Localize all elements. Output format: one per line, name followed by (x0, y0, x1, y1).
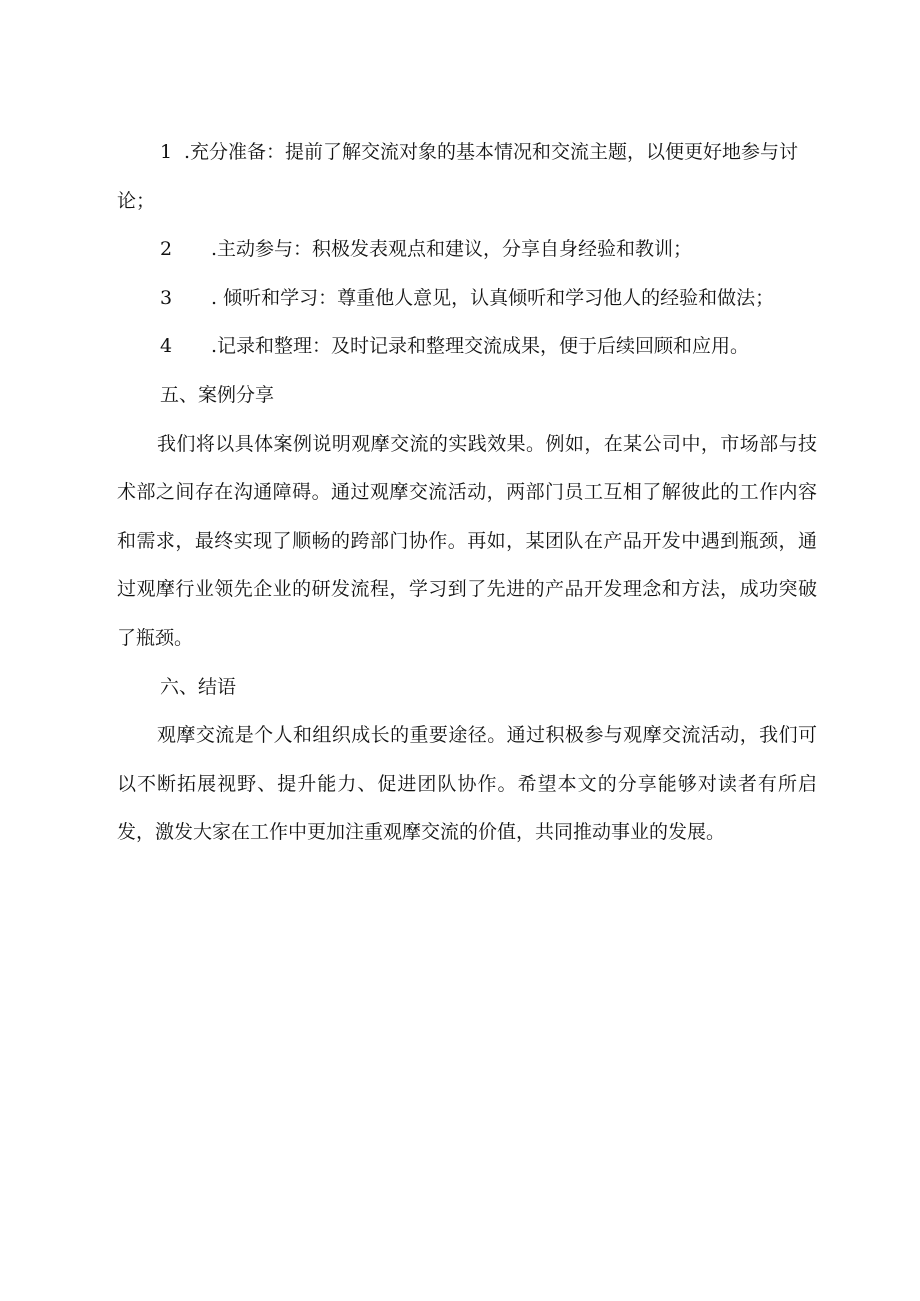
section-heading: 五、案例分享 (160, 383, 275, 406)
list-item-number: 1 (160, 141, 173, 163)
section-heading: 六、结语 (160, 675, 237, 698)
list-item-text: . 倾听和学习：尊重他人意见，认真倾听和学习他人的经验和做法； (211, 286, 775, 309)
list-item-text: .充分准备：提前了解交流对象的基本情况和交流主题，以便更好地参与讨论； (117, 141, 799, 212)
list-item-number: 2 (160, 238, 173, 261)
list-item-text: .主动参与：积极发表观点和建议，分享自身经验和教训； (211, 238, 693, 261)
list-item (117, 225, 817, 274)
list-item (117, 274, 817, 323)
section-paragraph: 观摩交流是个人和组织成长的重要途径。通过积极参与观摩交流活动，我们可以不断拓展视野、提升能力、促进团队协作。希望本文的分享能够对读者有所启发，激发大家在工作中更加注重观摩交流的价值，共同推动事业的发展。 (117, 724, 817, 844)
list-item (117, 128, 817, 225)
list-item-number: 4 (160, 335, 173, 358)
list-item-text: .记录和整理：及时记录和整理交流成果，便于后续回顾和应用。 (211, 335, 750, 358)
list-item (117, 322, 817, 371)
list-item-number: 3 (160, 286, 173, 309)
section-paragraph: 我们将以具体案例说明观摩交流的实践效果。例如，在某公司中，市场部与技术部之间存在沟通障碍。通过观摩交流活动，两部门员工互相了解彼此的工作内容和需求，最终实现了顺畅的跨部门协作。再如，某团队在产品开发中遇到瓶颈，通过观摩行业领先企业的研发流程，学习到了先进的产品开发理念和方法，成功突破了瓶颈。 (117, 432, 817, 649)
document-body (117, 128, 817, 857)
